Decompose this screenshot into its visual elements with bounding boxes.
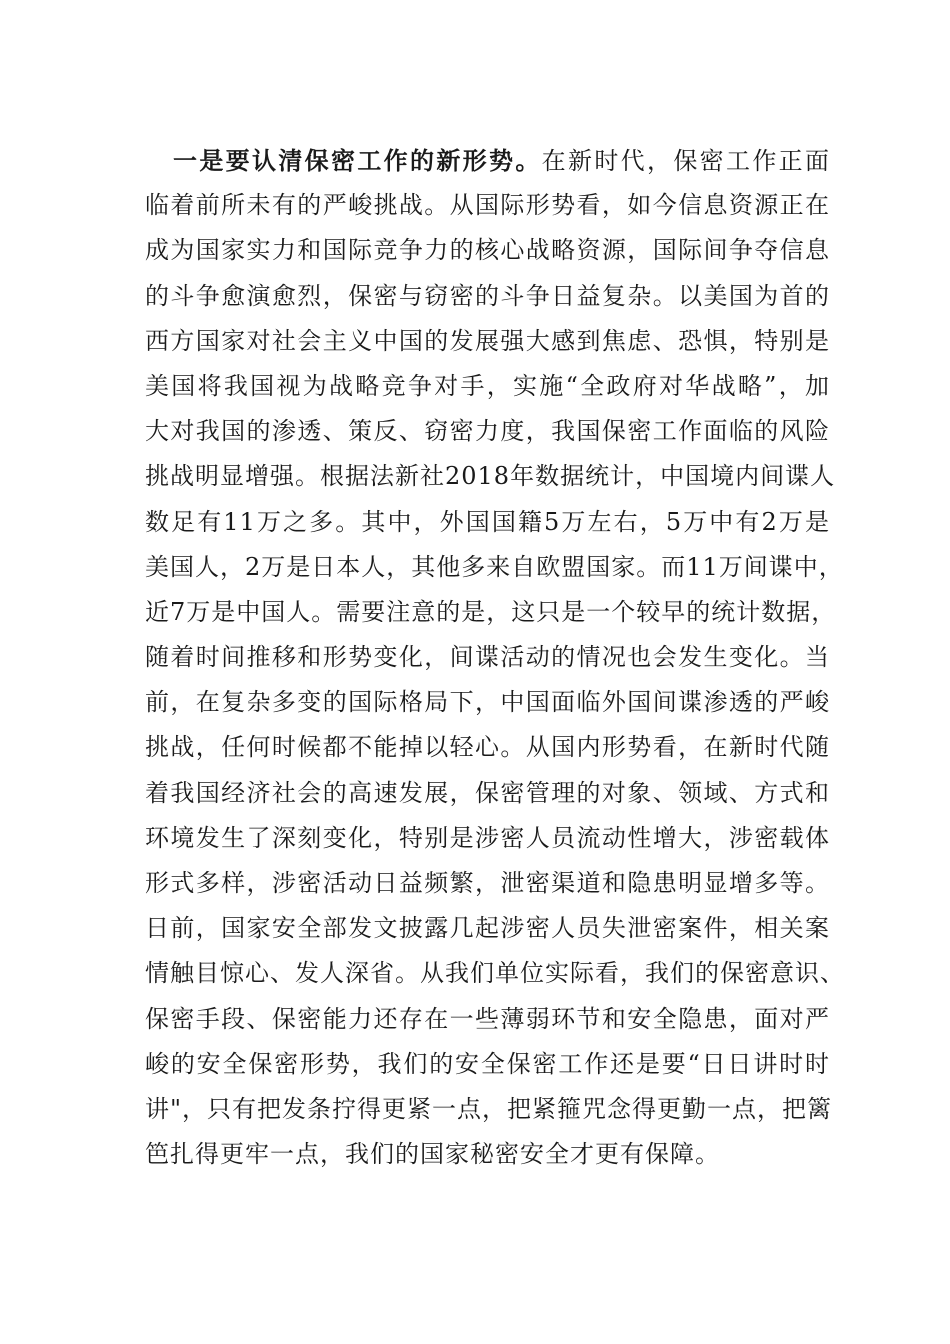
paragraph-line: 临着前所未有的严峻挑战。从国际形势看，如今信息资源正在 — [145, 191, 830, 220]
paragraph-lead: 一是要认清保密工作的新形势。 — [173, 146, 542, 175]
paragraph-line: 成为国家实力和国际竞争力的核心战略资源，国际间争夺信息 — [145, 236, 830, 265]
paragraph-line: 峻的安全保密形势，我们的安全保密工作还是要“日日讲时时 — [145, 1049, 830, 1078]
paragraph-line: 保密手段、保密能力还存在一些薄弱环节和安全隐患，面对严 — [145, 1004, 830, 1033]
paragraph-line-1 — [145, 138, 830, 183]
paragraph-line: 形式多样，涉密活动日益频繁，泄密渠道和隐患明显增多等。 — [145, 869, 830, 897]
paragraph-line: 日前，国家安全部发文披露几起涉密人员失泄密案件，相关案 — [145, 914, 830, 943]
paragraph-line: 的斗争愈演愈烈，保密与窃密的斗争日益复杂。以美国为首的 — [145, 281, 830, 310]
paragraph-line: 挑战，任何时候都不能掉以轻心。从国内形势看，在新时代随 — [145, 733, 830, 762]
paragraph-first-line-text: 在新时代，保密工作正面 — [541, 147, 831, 175]
paragraph-line: 大对我国的渗透、策反、窃密力度，我国保密工作面临的风险 — [145, 417, 830, 446]
paragraph-line: 情触目惊心、发人深省。从我们单位实际看，我们的保密意识、 — [145, 959, 845, 988]
paragraph-line: 环境发生了深刻变化，特别是涉密人员流动性增大，涉密载体 — [145, 823, 830, 852]
paragraph-last-line: 笆扎得更牢一点，我们的国家秘密安全才更有保障。 — [145, 1140, 720, 1169]
paragraph-line: 近7万是中国人。需要注意的是，这只是一个较早的统计数据， — [145, 597, 837, 626]
paragraph-line: 前，在复杂多变的国际格局下，中国面临外国间谍渗透的严峻 — [145, 688, 830, 717]
paragraph-line: 着我国经济社会的高速发展，保密管理的对象、领域、方式和 — [145, 778, 830, 807]
document-body — [145, 138, 845, 1177]
paragraph-line: 挑战明显增强。根据法新社2018年数据统计，中国境内间谍人 — [145, 462, 836, 491]
paragraph-line: 西方国家对社会主义中国的发展强大感到焦虑、恐惧，特别是 — [145, 326, 830, 355]
paragraph-line: 随着时间推移和形势变化，间谍活动的情况也会发生变化。当 — [145, 643, 830, 672]
paragraph-line: 数足有11万之多。其中，外国国籍5万左右，5万中有2万是 — [145, 507, 830, 536]
paragraph-line: 美国将我国视为战略竞争对手，实施“全政府对华战略”，加 — [145, 371, 830, 400]
paragraph-line: 美国人，2万是日本人，其他多来自欧盟国家。而11万间谍中， — [145, 552, 844, 581]
paragraph-line: 讲"，只有把发条拧得更紧一点，把紧箍咒念得更勤一点，把篱 — [145, 1094, 833, 1123]
